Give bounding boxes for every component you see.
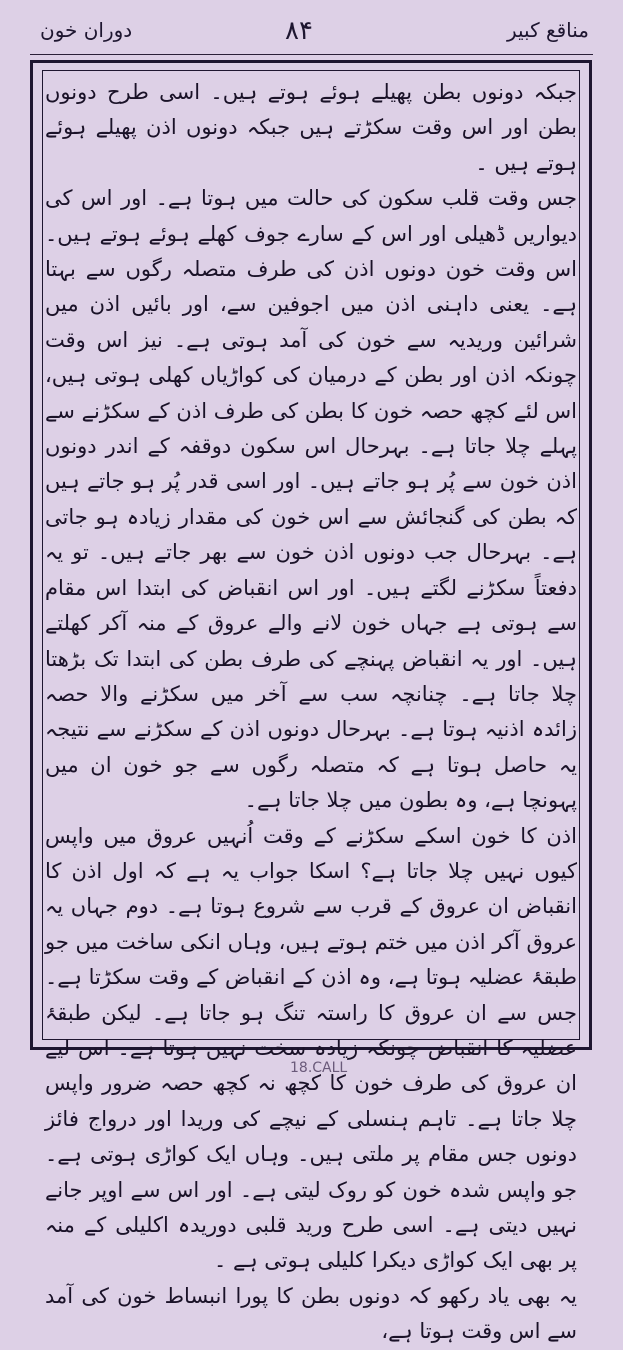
paragraph-4: یہ بھی یاد رکھو کہ دونوں بطن کا پورا انبساط خون کی آمد سے اس وقت ہوتا ہے، xyxy=(45,1283,577,1344)
page-header xyxy=(0,0,623,60)
paragraph-3: اذن کا خون اسکے سکڑنے کے وقت اُنہیں عروق میں واپس کیوں نہیں چلا جاتا ہے؟ اسکا جواب یہ ہے کہ اول اذن کا انقباض ان عروق کے قرب سے شروع ہوتا ہے۔ دوم جہاں یہ عروق آکر اذن میں ختم ہوتے ہیں، وہاں انکی ساخت میں جو طبقۂ عضلیہ ہوتا ہے، وہ اذن کے انقباض کے وقت سکڑتا ہے۔ جس سے ان عروق کا راستہ تنگ ہو جاتا ہے۔ لیکن طبقۂ عضلیہ کا انقباض چونکہ زیادہ سخت نہیں ہوتا ہے۔ اس لیے ان عروق کی طرف خون کا کچھ نہ کچھ حصہ ضرور واپس چلا جاتا ہے۔ تاہم ہنسلی کے نیچے کی وریدا اور درواج فائز دونوں جس مقام پر ملتی ہیں۔ وہاں ایک کواڑی ہوتی ہے۔ جو واپس شدہ خون کو روک لیتی ہے۔ اور اس سے اوپر جانے نہیں دیتی ہے۔ اسی طرح ورید قلبی دوریدہ اکلیلی کے منہ پر بھی ایک کواڑی دیکرا کلیلی ہوتی ہے ۔ xyxy=(45,823,577,1273)
book-title: مناقع کبیر xyxy=(506,18,589,42)
page-number: ۸۴ xyxy=(285,16,313,46)
chapter-title: دوران خون xyxy=(40,18,133,42)
paragraph-1: جبکہ دونوں بطن پھیلے ہوئے ہوتے ہیں۔ اسی طرح دونوں بطن اور اس وقت سکڑتے ہیں جبکہ دونوں اذن پھیلے ہوئے ہوتے ہیں ۔ xyxy=(45,80,577,175)
body-text xyxy=(45,75,577,1350)
footer-stamp: 18.CALL xyxy=(290,1060,348,1076)
paragraph-2: جس وقت قلب سکون کی حالت میں ہوتا ہے۔ اور اس کی دیواریں ڈھیلی اور اس کے سارے جوف کھلے ہوئے ہوتے ہیں۔ اس وقت خون دونوں اذن کی طرف متصلہ رگوں سے بہتا ہے۔ یعنی داہنی اذن میں اجوفین سے، اور بائیں اذن میں شرائین وریدیہ سے خون کی آمد ہوتی ہے۔ نیز اس وقت چونکہ اذن اور بطن کے درمیان کی کواڑیاں کھلی ہوتی ہیں، اس لئے کچھ حصہ خون کا بطن کی طرف اذن کے سکڑنے سے پہلے چلا جاتا ہے۔ بہرحال اس سکون دوقفہ کے اندر دونوں اذن خون سے پُر ہو جاتے ہیں۔ اور اسی قدر پُر ہو جاتے ہیں کہ بطن کی گنجائش سے اس خون کی مقدار زیادہ ہو جاتی ہے۔ بہرحال جب دونوں اذن خون سے بھر جاتے ہیں۔ تو یہ دفعتاً سکڑنے لگتے ہیں۔ اور اس انقباض کی ابتدا اس مقام سے ہوتی ہے جہاں خون لانے والے عروق کے منہ آکر کھلتے ہیں۔ اور یہ انقباض پہنچے کی طرف بطن کی ابتدا تک بڑھتا چلا جاتا ہے۔ چنانچہ سب سے آخر میں سکڑنے والا حصہ زائدہ اذنیہ ہوتا ہے۔ بہرحال دونوں اذن کے سکڑنے سے نتیجہ یہ حاصل ہوتا ہے کہ متصلہ رگوں سے جو خون ان میں پہونچا ہے، وہ بطون میں چلا جاتا ہے۔ xyxy=(45,186,577,813)
header-divider xyxy=(30,54,593,55)
